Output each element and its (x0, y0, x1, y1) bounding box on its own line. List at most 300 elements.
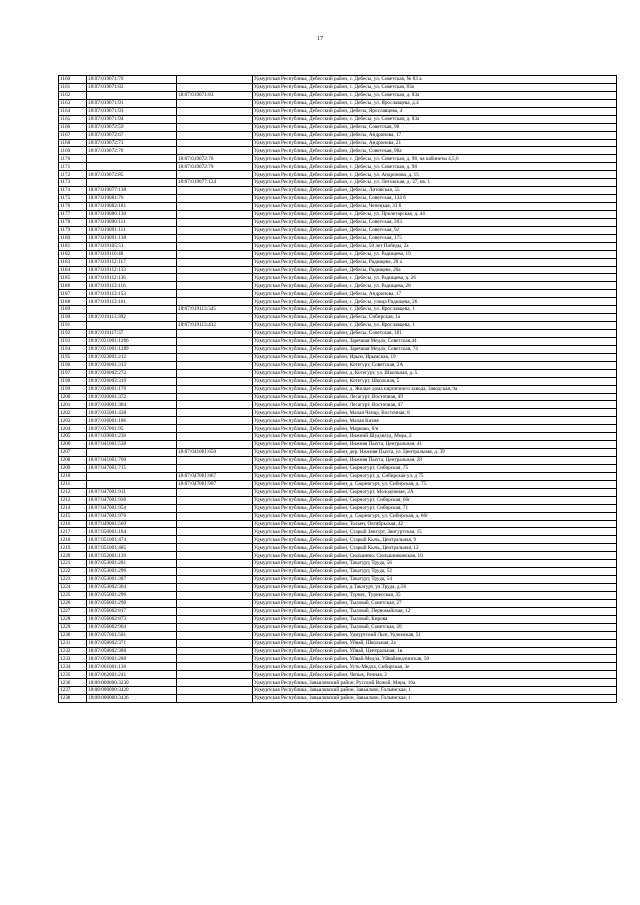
row-number-cell: 1186 (59, 282, 87, 290)
row-number-cell: 1177 (59, 210, 87, 218)
address-cell: Удмуртская Республика, Дебесский район, Дебесы, Советская, 203 (253, 218, 617, 226)
address-cell: Удмуртская Республика, Дебесский район, Ирым, Ирымская, 19 (253, 353, 617, 361)
address-cell: Удмуртская Республика, Дебесский район, Уйвай, Центральная, 1в (253, 647, 617, 655)
cadastral-number-cell: 18:07:026002:272 (87, 369, 177, 377)
row-number-cell: 1203 (59, 417, 87, 425)
address-cell: Удмуртская Республика, Дебесский район, Такагурт, Труда, 52 (253, 568, 617, 576)
cadastral-number-cell: 18:07:037001:95 (87, 425, 177, 433)
cadastral-number-cell: 18:07:053001:296 (87, 568, 177, 576)
address-cell: Удмуртская Республика, Дебесский район, с. Дебесы, ул. Советская, 83а (253, 83, 617, 91)
row-number-cell: 1175 (59, 195, 87, 203)
address-cell: Удмуртская Республика, Дебесский район, Тыловай, Советская, 27 (253, 599, 617, 607)
row-number-cell: 1197 (59, 369, 87, 377)
table-row (59, 179, 617, 187)
address-cell: Удмуртская Республика, Дебесский район, Марково, б/н (253, 425, 617, 433)
address-cell: Удмуртская Республика, Дебесский район, Старый Кычь, Центральная, 12 (253, 544, 617, 552)
row-number-cell: 1220 (59, 552, 87, 560)
row-number-cell: 1231 (59, 639, 87, 647)
table-row (59, 210, 617, 218)
table-row (59, 250, 617, 258)
new-cadastral-number-cell (177, 655, 253, 663)
row-number-cell: 1198 (59, 377, 87, 385)
cadastral-number-cell: 18:07:035001:438 (87, 409, 177, 417)
row-number-cell: 1176 (59, 203, 87, 211)
cadastral-number-cell: 18:07:019112:133 (87, 266, 177, 274)
address-cell: Удмуртская Республика, Дебесский район, с. Дебесы, ул. Советская, д. 98 (253, 163, 617, 171)
new-cadastral-number-cell (177, 457, 253, 465)
address-cell: Удмуртская Республика, Дебесский район, Старый Кычь, Центральная, 9 (253, 536, 617, 544)
address-cell: Удмуртская Республика, Дебесский район, с. Дебесы, ул. Радищева, 28 (253, 282, 617, 290)
address-cell: Удмуртская Республика, Дебесский район, Сюрногурт, Сибирская, 71 (253, 504, 617, 512)
new-cadastral-number-cell (177, 345, 253, 353)
row-number-cell: 1232 (59, 647, 87, 655)
address-cell: Удмуртская Республика, Дебесский район, Такагурт, Труда, 56 (253, 560, 617, 568)
cadastral-number-cell: 18:07:019072:76 (87, 147, 177, 155)
cadastral-number-cell: 18:07:019086:130 (87, 210, 177, 218)
address-cell: Удмуртская Республика, Дебесский район, д.Такагурт, ул.Труда, д.56 (253, 584, 617, 592)
table-row (59, 568, 617, 576)
table-row (59, 377, 617, 385)
address-cell: Удмуртская Республика, Дебесский район, д. Сюрногурт, ул. Сибирская, д. 75. (253, 480, 617, 488)
table-row (59, 576, 617, 584)
cadastral-number-cell: 18:07:019113:153 (87, 290, 177, 298)
new-cadastral-number-cell (177, 568, 253, 576)
address-cell: Удмуртская Республика, Дебесский район, с. Дебесы, ул. Литовская, д. 37, кв. 1 (253, 179, 617, 187)
cadastral-number-cell: 18:07:019091:138 (87, 234, 177, 242)
address-cell: Удмуртская Республика, Дебесский район, Сюрногурт, Молодежная, 2А (253, 488, 617, 496)
table-row (59, 512, 617, 520)
table-row (59, 123, 617, 131)
address-cell: Удмуртская Республика, Дебесский район, Дебесы, Чепецкая, 33 б (253, 203, 617, 211)
address-cell: Удмуртская Республика, Дебесский район, с. Дебесы, ул. Советская, № 83 а (253, 76, 617, 84)
new-cadastral-number-cell (177, 242, 253, 250)
row-number-cell: 1199 (59, 385, 87, 393)
row-number-cell: 1185 (59, 274, 87, 282)
table-row (59, 520, 617, 528)
address-cell: Удмуртская Республика, Дебесский район, Малая Чепца, Восточная, 8 (253, 409, 617, 417)
row-number-cell: 1190 (59, 314, 87, 322)
table-row (59, 361, 617, 369)
table-row (59, 385, 617, 393)
row-number-cell: 1223 (59, 576, 87, 584)
address-cell: Удмуртская Республика, Дебесский район, Котегурт, Советская, 2А (253, 361, 617, 369)
row-number-cell: 1211 (59, 480, 87, 488)
table-row (59, 234, 617, 242)
cadastral-number-cell: 18:07:047001:954 (87, 504, 177, 512)
new-cadastral-number-cell (177, 671, 253, 679)
cadastral-number-cell: 18:07:019071:91 (87, 99, 177, 107)
table-row (59, 504, 617, 512)
new-cadastral-number-cell (177, 488, 253, 496)
table-row (59, 171, 617, 179)
new-cadastral-number-cell (177, 330, 253, 338)
new-cadastral-number-cell (177, 107, 253, 115)
new-cadastral-number-cell (177, 226, 253, 234)
address-cell: Удмуртская Республика, Дебесский район, с. Дебесы, ул. Радищева, 19 (253, 250, 617, 258)
new-cadastral-number-cell (177, 528, 253, 536)
row-number-cell: 1201 (59, 401, 87, 409)
row-number-cell: 1193 (59, 337, 87, 345)
table-row (59, 663, 617, 671)
table-row (59, 258, 617, 266)
row-number-cell: 1162 (59, 91, 87, 99)
new-cadastral-number-cell (177, 464, 253, 472)
table-row (59, 591, 617, 599)
new-cadastral-number-cell (177, 131, 253, 139)
row-number-cell: 1183 (59, 258, 87, 266)
address-cell: Удмуртская Республика, Дебесский район, Дебесы, Литовская, 55 (253, 187, 617, 195)
row-number-cell: 1182 (59, 250, 87, 258)
new-cadastral-number-cell (177, 369, 253, 377)
table-row (59, 99, 617, 107)
row-number-cell: 1169 (59, 147, 87, 155)
table-row (59, 353, 617, 361)
new-cadastral-number-cell (177, 385, 253, 393)
row-number-cell: 1230 (59, 631, 87, 639)
address-cell: Удмуртская Республика, Дебесский район, Дебесы, 50 лет Победы, 2а (253, 242, 617, 250)
table-row (59, 107, 617, 115)
cadastral-number-cell: 18:07:051001:474 (87, 536, 177, 544)
cadastral-number-cell: 18:07:026002:319 (87, 377, 177, 385)
new-cadastral-number-cell (177, 218, 253, 226)
address-cell: Удмуртская Республика, Дебесский район, Котегурт, Школьная, 5 (253, 377, 617, 385)
table-row (59, 139, 617, 147)
new-cadastral-number-cell: 18:07:019113:432 (177, 322, 253, 330)
address-cell: Удмуртская Республика, Дебесский район, Тыловай, Кирова (253, 615, 617, 623)
new-cadastral-number-cell (177, 425, 253, 433)
new-cadastral-number-cell: 18:07:019077:124 (177, 179, 253, 187)
cadastral-number-cell: 18:08:000000:3420 (87, 687, 177, 695)
row-number-cell: 1202 (59, 409, 87, 417)
cadastral-number-cell: 18:07:049001:569 (87, 520, 177, 528)
row-number-cell: 1195 (59, 353, 87, 361)
table-row (59, 599, 617, 607)
cadastral-number-cell: 18:07:039001:236 (87, 433, 177, 441)
cadastral-number-cell: 18:07:021001:1286 (87, 337, 177, 345)
new-cadastral-number-cell (177, 290, 253, 298)
table-row (59, 274, 617, 282)
row-number-cell: 1226 (59, 599, 87, 607)
row-number-cell: 1208 (59, 457, 87, 465)
address-cell: Удмуртская Республика, Дебесский район, дер. Нижняя Пыхта, ул. Центральная, д. 39 (253, 449, 617, 457)
new-cadastral-number-cell (177, 576, 253, 584)
new-cadastral-number-cell (177, 314, 253, 322)
address-cell: Удмуртская Республика, Дебесский район, Дебесы, Советская, 175 (253, 234, 617, 242)
cadastral-number-cell: 18:07:019071:94 (87, 115, 177, 123)
table-row (59, 528, 617, 536)
row-number-cell: 1178 (59, 218, 87, 226)
new-cadastral-number-cell (177, 123, 253, 131)
row-number-cell: 1210 (59, 472, 87, 480)
table-row (59, 115, 617, 123)
new-cadastral-number-cell (177, 139, 253, 147)
row-number-cell: 1172 (59, 171, 87, 179)
new-cadastral-number-cell (177, 337, 253, 345)
row-number-cell: 1167 (59, 131, 87, 139)
cadastral-number-cell: 18:07:019071:82 (87, 83, 177, 91)
new-cadastral-number-cell (177, 647, 253, 655)
new-cadastral-number-cell (177, 393, 253, 401)
table-row (59, 449, 617, 457)
new-cadastral-number-cell (177, 695, 253, 703)
row-number-cell: 1171 (59, 163, 87, 171)
cadastral-number-cell: 18:07:061001:136 (87, 663, 177, 671)
cadastral-number-cell (87, 306, 177, 314)
table-row (59, 639, 617, 647)
row-number-cell: 1161 (59, 83, 87, 91)
registry-table-body (59, 76, 617, 703)
new-cadastral-number-cell (177, 615, 253, 623)
new-cadastral-number-cell (177, 639, 253, 647)
address-cell: Удмуртская Республика, Дебесский район, д. Сюрногурт, ул. Сибирская, д. 66г (253, 512, 617, 520)
table-row (59, 425, 617, 433)
new-cadastral-number-cell (177, 203, 253, 211)
cadastral-number-cell: 18:07:030001:384 (87, 401, 177, 409)
cadastral-number-cell: 18:07:056002:904 (87, 623, 177, 631)
address-cell: Удмуртская Республика, Дебесский район, с. Дебесы, ул. Советская, д. 83а (253, 115, 617, 123)
new-cadastral-number-cell (177, 361, 253, 369)
address-cell: Удмуртская Республика, Дебесский район, с. Дебесы, ул. Советская, д. 83а (253, 91, 617, 99)
table-row (59, 679, 617, 687)
table-row (59, 488, 617, 496)
row-number-cell: 1204 (59, 425, 87, 433)
table-row (59, 298, 617, 306)
row-number-cell: 1229 (59, 623, 87, 631)
table-row (59, 472, 617, 480)
new-cadastral-number-cell (177, 623, 253, 631)
new-cadastral-number-cell: 18:07:047001:867 (177, 472, 253, 480)
row-number-cell: 1219 (59, 544, 87, 552)
cadastral-number-cell: 18:07:019077:138 (87, 187, 177, 195)
new-cadastral-number-cell (177, 591, 253, 599)
row-number-cell: 1168 (59, 139, 87, 147)
cadastral-number-cell: 18:07:023001:212 (87, 353, 177, 361)
cadastral-number-cell: 18:07:019110:48 (87, 250, 177, 258)
address-cell: Удмуртская Республика, Дебесский район, Дебесы, Сибирская, 1а (253, 314, 617, 322)
table-row (59, 226, 617, 234)
address-cell: Удмуртская Республика, Дебесский район, с. Дебесы, ул. Ярославцева, 1 (253, 306, 617, 314)
new-cadastral-number-cell: 18:07:019071:83 (177, 91, 253, 99)
address-cell: Удмуртская Республика, Завьяловский район, Завьялово, Гольянская, 1 (253, 687, 617, 695)
new-cadastral-number-cell: 18:07:019072:79 (177, 163, 253, 171)
row-number-cell: 1212 (59, 488, 87, 496)
table-row (59, 695, 617, 703)
cadastral-number-cell: 18:07:056001:290 (87, 599, 177, 607)
new-cadastral-number-cell (177, 433, 253, 441)
table-row (59, 369, 617, 377)
cadastral-number-cell: 18:07:047001:911 (87, 488, 177, 496)
table-row (59, 671, 617, 679)
new-cadastral-number-cell (177, 76, 253, 84)
table-row (59, 195, 617, 203)
cadastral-number-cell: 18:07:053002:304 (87, 584, 177, 592)
address-cell: Удмуртская Республика, Дебесский район, Сюрногурт, д. Сибирская ул, д 75 (253, 472, 617, 480)
row-number-cell: 1191 (59, 322, 87, 330)
address-cell: Удмуртская Республика, Дебесский район, Малая Кизня (253, 417, 617, 425)
table-row (59, 147, 617, 155)
cadastral-number-cell: 18:07:055001:296 (87, 591, 177, 599)
new-cadastral-number-cell: 18:07:041001:650 (177, 449, 253, 457)
new-cadastral-number-cell (177, 401, 253, 409)
address-cell: Удмуртская Республика, Дебесский район, Дебесы, Советская, 134 б (253, 195, 617, 203)
address-cell: Удмуртская Республика, Дебесский район, Дебесы, Советская, 98а (253, 147, 617, 155)
new-cadastral-number-cell (177, 171, 253, 179)
address-cell: Удмуртская Республика, Дебесский район, Сюрногурт, Сибирская, 75 (253, 464, 617, 472)
cadastral-number-cell: 18:07:026001:313 (87, 361, 177, 369)
table-row (59, 552, 617, 560)
cadastral-number-cell: 18:07:019105:51 (87, 242, 177, 250)
row-number-cell: 1184 (59, 266, 87, 274)
table-row (59, 330, 617, 338)
row-number-cell: 1233 (59, 655, 87, 663)
new-cadastral-number-cell (177, 298, 253, 306)
cadastral-number-cell: 18:07:053001:281 (87, 560, 177, 568)
table-row (59, 417, 617, 425)
cadastral-number-cell: 18:07:058002:371 (87, 639, 177, 647)
table-row (59, 242, 617, 250)
table-row (59, 457, 617, 465)
cadastral-number-cell: 18:08:000000:3436 (87, 695, 177, 703)
cadastral-number-cell: 18:07:047001:936 (87, 496, 177, 504)
cadastral-number-cell: 18:07:019072:85 (87, 171, 177, 179)
new-cadastral-number-cell (177, 115, 253, 123)
table-row (59, 480, 617, 488)
table-row (59, 655, 617, 663)
table-row (59, 433, 617, 441)
address-cell: Удмуртская Республика, Дебесский район, Заречная Медла, Советская,44 (253, 337, 617, 345)
address-cell: Удмуртская Республика, Дебесский район, Дебесы, Андронова, 17 (253, 290, 617, 298)
new-cadastral-number-cell (177, 258, 253, 266)
table-row (59, 345, 617, 353)
cadastral-number-cell: 18:07:052001:139 (87, 552, 177, 560)
new-cadastral-number-cell (177, 631, 253, 639)
cadastral-number-cell: 18:07:062001:241 (87, 671, 177, 679)
table-row (59, 163, 617, 171)
table-row (59, 536, 617, 544)
new-cadastral-number-cell (177, 520, 253, 528)
address-cell: Удмуртская Республика, Дебесский район, Сюльшино, Сюльшинковская, 10 (253, 552, 617, 560)
page-number: 17 (317, 36, 323, 42)
row-number-cell: 1189 (59, 306, 87, 314)
cadastral-number-cell (87, 472, 177, 480)
table-row (59, 560, 617, 568)
cadastral-number-cell (87, 480, 177, 488)
row-number-cell: 1214 (59, 504, 87, 512)
table-row (59, 76, 617, 84)
address-cell: Удмуртская Республика, Дебесский район, с. Дебесы, ул. Радищева, д. 26 (253, 274, 617, 282)
new-cadastral-number-cell (177, 234, 253, 242)
table-row (59, 631, 617, 639)
cadastral-number-cell (87, 179, 177, 187)
cadastral-number-cell: 18:07:019117:37 (87, 330, 177, 338)
row-number-cell: 1227 (59, 607, 87, 615)
new-cadastral-number-cell (177, 187, 253, 195)
cadastral-number-cell: 18:07:019113:116 (87, 282, 177, 290)
address-cell: Удмуртская Республика, Дебесский район, Сюрногурт, Сибирская, 66г (253, 496, 617, 504)
address-cell: Удмуртская Республика, Дебесский район, Такагурт, Труда, 54 (253, 576, 617, 584)
address-cell: Удмуртская Республика, Дебесский район, Дебесы, Радищева, 28 а (253, 258, 617, 266)
address-cell: Удмуртская Республика, Дебесский район, с. Дебесы, ул. Андронова, д. 15 (253, 171, 617, 179)
new-cadastral-number-cell (177, 147, 253, 155)
address-cell: Удмуртская Республика, Дебесский район, с. Дебесы, ул. Ярославцева, 1 (253, 322, 617, 330)
row-number-cell: 1174 (59, 187, 87, 195)
row-number-cell: 1165 (59, 115, 87, 123)
cadastral-number-cell (87, 155, 177, 163)
address-cell: Удмуртская Республика, Дебесский район, Тыловай, Советская, 20 (253, 623, 617, 631)
table-row (59, 218, 617, 226)
new-cadastral-number-cell: 18:07:047001:907 (177, 480, 253, 488)
new-cadastral-number-cell (177, 560, 253, 568)
row-number-cell: 1235 (59, 671, 87, 679)
new-cadastral-number-cell (177, 195, 253, 203)
cadastral-number-cell: 18:07:019071:93 (87, 107, 177, 115)
row-number-cell: 1236 (59, 679, 87, 687)
row-number-cell: 1224 (59, 584, 87, 592)
table-row (59, 615, 617, 623)
row-number-cell: 1234 (59, 663, 87, 671)
row-number-cell: 1163 (59, 99, 87, 107)
cadastral-number-cell: 18:07:019090:111 (87, 218, 177, 226)
table-row (59, 647, 617, 655)
table-row (59, 464, 617, 472)
table-row (59, 496, 617, 504)
address-cell: Удмуртская Республика, Дебесский район, Тыловай, Первомайская, 12 (253, 607, 617, 615)
new-cadastral-number-cell (177, 584, 253, 592)
address-cell: Удмуртская Республика, Дебесский район, Дебесы, Ярославцева, 4 (253, 107, 617, 115)
row-number-cell: 1192 (59, 330, 87, 338)
new-cadastral-number-cell (177, 512, 253, 520)
table-row (59, 282, 617, 290)
cadastral-number-cell: 18:07:019112:136 (87, 274, 177, 282)
registry-table (58, 75, 617, 703)
row-number-cell: 1173 (59, 179, 87, 187)
address-cell: Удмуртская Республика, Дебесский район, Усть-Медла, Сибирская, 3е (253, 663, 617, 671)
cadastral-number-cell: 18:07:019071:70 (87, 76, 177, 84)
address-cell: Удмуртская Республика, Дебесский район, Турнес, Турнесская, 35 (253, 591, 617, 599)
new-cadastral-number-cell (177, 210, 253, 218)
cadastral-number-cell: 18:07:041001:538 (87, 441, 177, 449)
address-cell: Удмуртская Республика, Дебесский район, Тольен, Октябрьская, 42 (253, 520, 617, 528)
row-number-cell: 1194 (59, 345, 87, 353)
cadastral-number-cell: 18:07:019072:73 (87, 139, 177, 147)
cadastral-number-cell: 18:07:030001:372 (87, 393, 177, 401)
address-cell: Удмуртская Республика, Дебесский район, с. Дебесы, ул. Пролетарская, д. 44 (253, 210, 617, 218)
address-cell: Удмуртская Республика, Дебесский район, д. Котегурт, ул. Школьная, д. 5 (253, 369, 617, 377)
row-number-cell: 1222 (59, 568, 87, 576)
row-number-cell: 1170 (59, 155, 87, 163)
new-cadastral-number-cell: 18:07:019113:345 (177, 306, 253, 314)
row-number-cell: 1238 (59, 695, 87, 703)
table-row (59, 155, 617, 163)
address-cell: Удмуртская Республика, Дебесский район, Чепык, Речная, 2 (253, 671, 617, 679)
row-number-cell: 1164 (59, 107, 87, 115)
table-row (59, 584, 617, 592)
table-row (59, 187, 617, 195)
cadastral-number-cell: 18:07:019091:111 (87, 226, 177, 234)
new-cadastral-number-cell (177, 377, 253, 385)
cadastral-number-cell (87, 322, 177, 330)
address-cell: Удмуртская Республика, Дебесский район, д. Жилые дома кирпичного завода, Заводская, 9а (253, 385, 617, 393)
table-row (59, 314, 617, 322)
new-cadastral-number-cell (177, 544, 253, 552)
row-number-cell: 1217 (59, 528, 87, 536)
table-row (59, 131, 617, 139)
cadastral-number-cell: 18:07:047001:715 (87, 464, 177, 472)
row-number-cell: 1218 (59, 536, 87, 544)
cadastral-number-cell: 18:07:056002:817 (87, 607, 177, 615)
row-number-cell: 1188 (59, 298, 87, 306)
row-number-cell: 1180 (59, 234, 87, 242)
